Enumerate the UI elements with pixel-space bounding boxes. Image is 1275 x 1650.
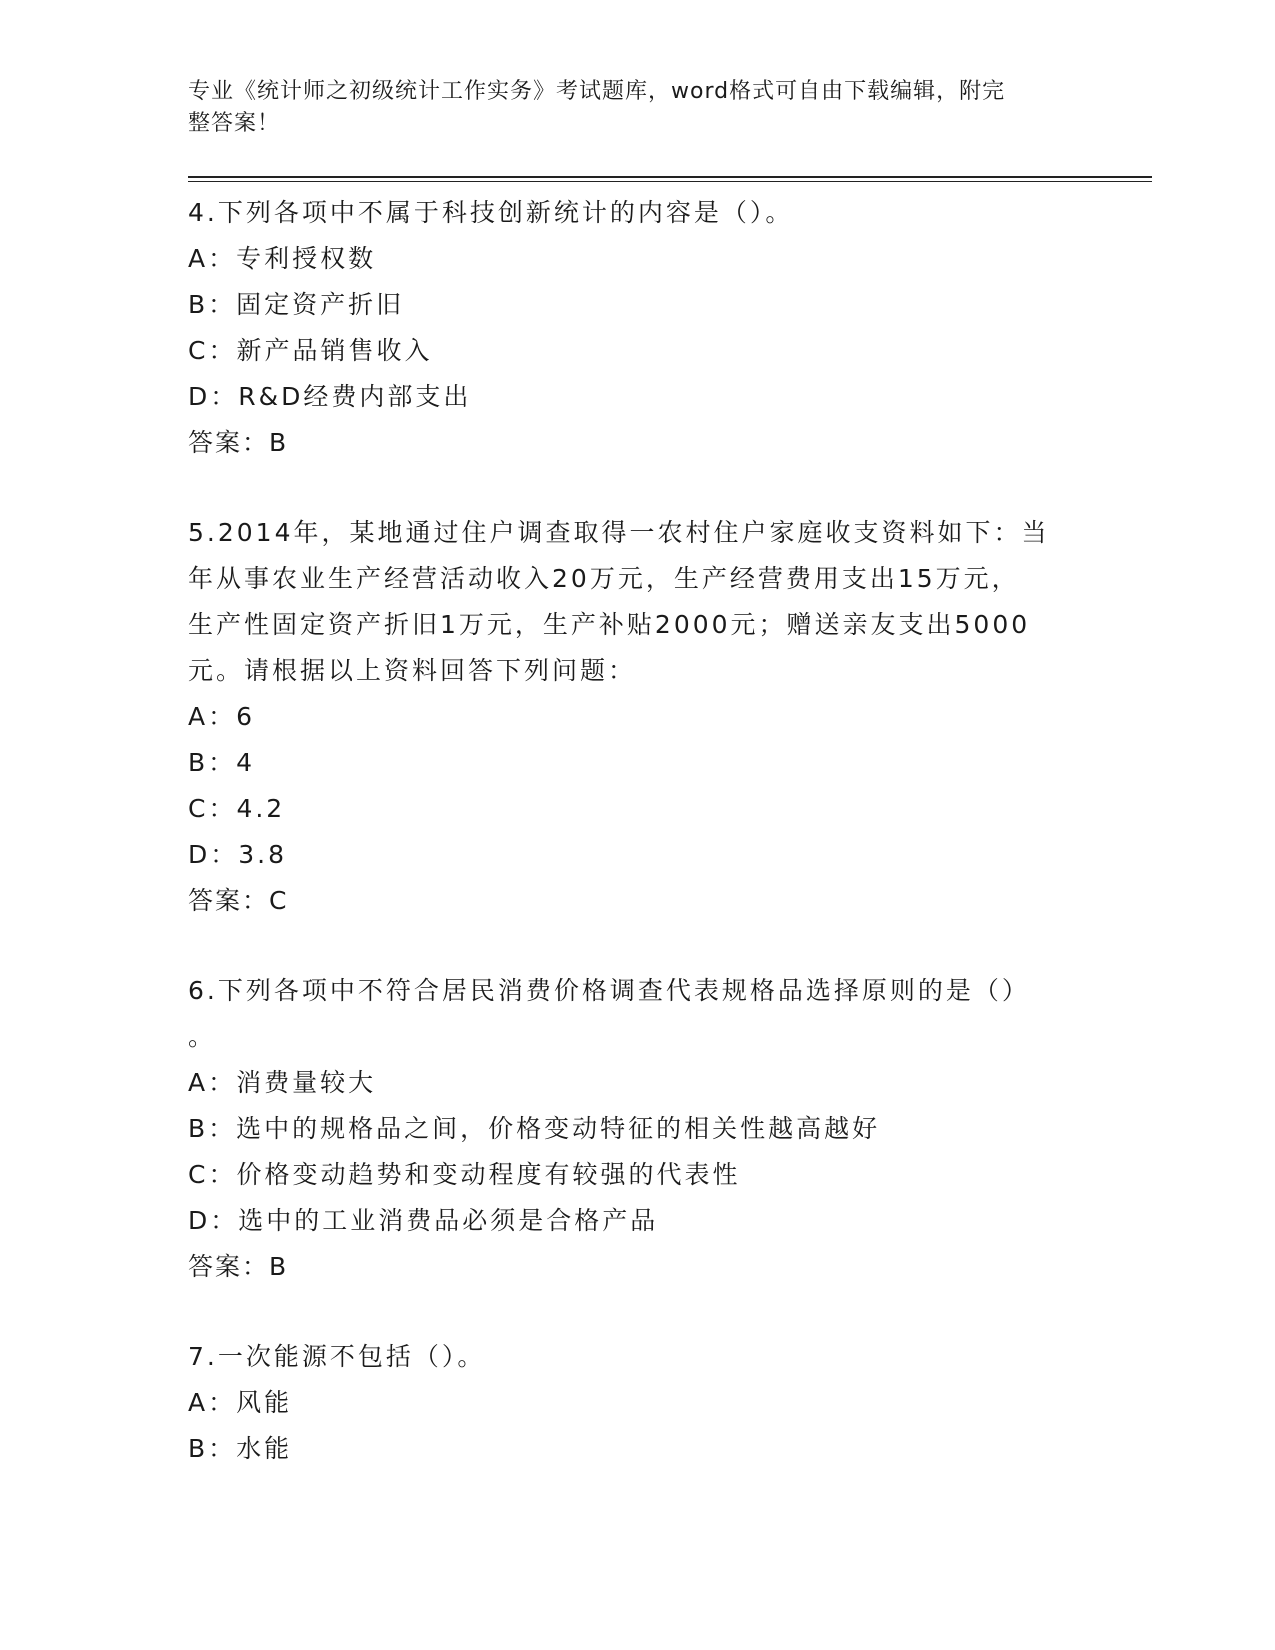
option-d: D：R&D经费内部支出 bbox=[188, 382, 472, 411]
question-stem: 7.一次能源不包括（）。 bbox=[188, 1342, 486, 1371]
header-line-1: 专业《统计师之初级统计工作实务》考试题库，word格式可自由下载编辑，附完 bbox=[188, 79, 1006, 104]
question-7 bbox=[188, 1334, 1068, 1472]
option-b: B：4 bbox=[188, 748, 256, 777]
option-b: B：固定资产折旧 bbox=[188, 290, 405, 319]
answer: 答案：C bbox=[188, 886, 289, 915]
option-c: C：价格变动趋势和变动程度有较强的代表性 bbox=[188, 1160, 741, 1189]
question-stem-line: 6.下列各项中不符合居民消费价格调查代表规格品选择原则的是（） bbox=[188, 976, 1030, 1005]
option-d: D：3.8 bbox=[188, 840, 288, 869]
question-6 bbox=[188, 968, 1068, 1290]
question-stem-line: 元。请根据以上资料回答下列问题： bbox=[188, 656, 637, 685]
answer: 答案：B bbox=[188, 428, 289, 457]
question-list bbox=[188, 190, 1068, 1472]
document-header bbox=[188, 76, 1068, 140]
question-stem-line: 年从事农业生产经营活动收入20万元，生产经营费用支出15万元， bbox=[188, 564, 1020, 593]
header-divider-thin bbox=[188, 181, 1152, 182]
question-4 bbox=[188, 190, 1068, 466]
header-divider-thick bbox=[188, 176, 1152, 178]
option-d: D：选中的工业消费品必须是合格产品 bbox=[188, 1206, 659, 1235]
option-c: C：新产品销售收入 bbox=[188, 336, 433, 365]
option-b: B：水能 bbox=[188, 1434, 293, 1463]
question-stem-line: 生产性固定资产折旧1万元，生产补贴2000元；赠送亲友支出5000 bbox=[188, 610, 1031, 639]
option-a: A：专利授权数 bbox=[188, 244, 377, 273]
option-a: A：6 bbox=[188, 702, 256, 731]
question-stem: 4.下列各项中不属于科技创新统计的内容是（）。 bbox=[188, 198, 794, 227]
option-b: B：选中的规格品之间，价格变动特征的相关性越高越好 bbox=[188, 1114, 881, 1143]
question-5 bbox=[188, 510, 1068, 924]
option-c: C：4.2 bbox=[188, 794, 286, 823]
answer: 答案：B bbox=[188, 1252, 289, 1281]
question-stem-line: 。 bbox=[188, 1022, 217, 1051]
header-line-2: 整答案！ bbox=[188, 111, 281, 136]
option-a: A：风能 bbox=[188, 1388, 293, 1417]
option-a: A：消费量较大 bbox=[188, 1068, 377, 1097]
question-stem-line: 5.2014年，某地通过住户调查取得一农村住户家庭收支资料如下：当 bbox=[188, 518, 1050, 547]
